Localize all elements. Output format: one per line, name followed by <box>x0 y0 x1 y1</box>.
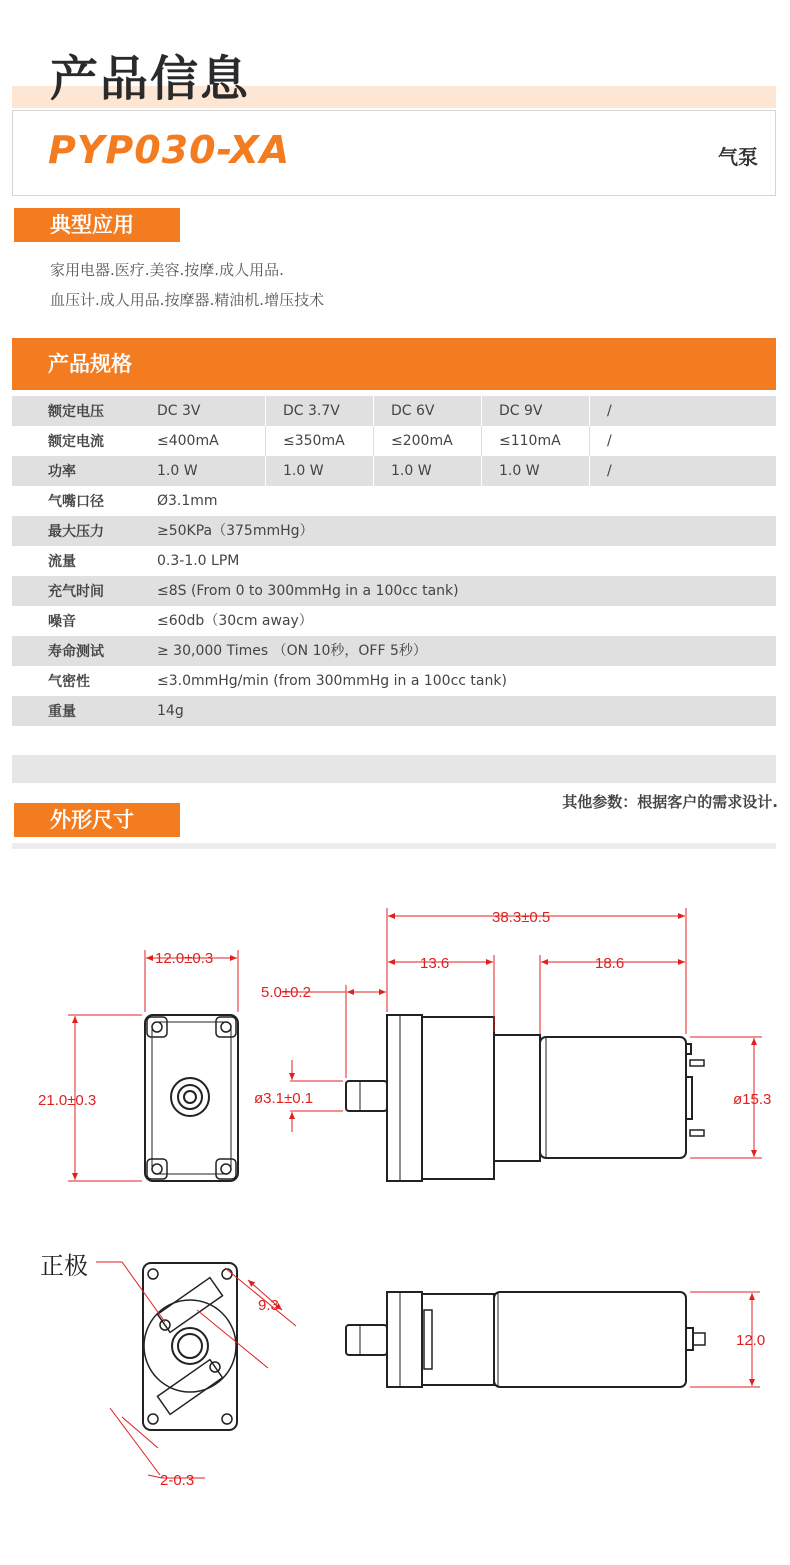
spec-value: 14g <box>157 703 184 719</box>
bottom-height-label: 12.0 <box>736 1332 766 1349</box>
divider-bar <box>12 755 776 783</box>
spec-value: ≤8S (From 0 to 300mmHg in a 100cc tank) <box>157 583 459 599</box>
spec-value: ≤350mA <box>265 426 373 456</box>
height-front-label: 21.0±0.3 <box>38 1092 97 1109</box>
spec-row-current <box>12 426 776 456</box>
divider-thin <box>12 843 776 849</box>
spec-value: ≤400mA <box>157 433 219 449</box>
spec-value: DC 6V <box>373 396 481 426</box>
total-length-label: 38.3±0.5 <box>492 909 551 926</box>
application-line-1: 家用电器.医疗.美容.按摩.成人用品. <box>50 261 284 279</box>
spec-value: / <box>589 426 697 456</box>
spec-value: 1.0 W <box>481 456 589 486</box>
spec-label: 额定电压 <box>48 404 104 420</box>
spec-label: 最大压力 <box>48 524 104 540</box>
nozzle-length-label: 5.0±0.2 <box>261 984 311 1001</box>
spec-value: 1.0 W <box>157 463 198 479</box>
motor-dia-label: ø15.3 <box>733 1091 772 1108</box>
spec-row-power <box>12 456 776 486</box>
page-title: 产品信息 <box>50 51 251 107</box>
dimensions-heading: 外形尺寸 <box>14 803 180 837</box>
spec-value: DC 3V <box>157 403 201 419</box>
spec-table <box>12 396 776 726</box>
spec-value: 1.0 W <box>265 456 373 486</box>
spec-value: ≤3.0mmHg/min (from 300mmHg in a 100cc tank) <box>157 673 507 689</box>
spec-value: ≤200mA <box>373 426 481 456</box>
front-dims <box>68 950 238 1181</box>
angle-dim-label: 9.3 <box>258 1297 279 1314</box>
width-front-label: 12.0±0.3 <box>155 950 214 967</box>
spec-value: / <box>589 456 697 486</box>
spec-row-life-test <box>12 636 776 666</box>
spec-value: ≤110mA <box>481 426 589 456</box>
spec-value: ≥ 30,000 Times （ON 10秒，OFF 5秒） <box>157 643 427 659</box>
spec-label: 噪音 <box>48 614 76 630</box>
spec-row-noise <box>12 606 776 636</box>
back-view <box>143 1263 237 1430</box>
spec-row-pressure <box>12 516 776 546</box>
spec-value: 1.0 W <box>373 456 481 486</box>
hole-dim-label: 2-0.3 <box>160 1472 195 1489</box>
motor-length-label: 18.6 <box>595 955 625 972</box>
spec-label: 气嘴口径 <box>48 494 104 510</box>
top-view <box>346 1292 705 1387</box>
dimension-drawing <box>0 880 790 1520</box>
positive-terminal-label: 正极 <box>40 1254 88 1280</box>
nozzle-dia-label: ø3.1±0.1 <box>254 1090 314 1107</box>
model-number: PYP030-XA <box>48 128 291 172</box>
side-view <box>346 1015 704 1181</box>
spec-value: ≤60db（30cm away） <box>157 613 313 629</box>
side-dims <box>280 908 762 1158</box>
spec-value: 0.3-1.0 LPM <box>157 553 240 569</box>
front-view <box>145 1015 238 1181</box>
spec-label: 寿命测试 <box>48 644 104 660</box>
other-params-note: 其他参数：根据客户的需求设计. <box>562 793 778 811</box>
spec-row-nozzle <box>12 486 776 516</box>
spec-row-inflation-time <box>12 576 776 606</box>
spec-label: 充气时间 <box>48 584 104 600</box>
spec-label: 流量 <box>48 554 76 570</box>
spec-value: Ø3.1mm <box>157 493 218 509</box>
product-category: 气泵 <box>718 145 758 169</box>
spec-row-flow <box>12 546 776 576</box>
spec-label: 气密性 <box>48 674 90 690</box>
spec-row-weight <box>12 696 776 726</box>
spec-label: 额定电流 <box>48 434 104 450</box>
application-line-2: 血压计.成人用品.按摩器.精油机.增压技术 <box>50 291 325 309</box>
pump-length-label: 13.6 <box>420 955 450 972</box>
spec-label: 重量 <box>48 704 76 720</box>
spec-value: DC 9V <box>481 396 589 426</box>
spec-value: DC 3.7V <box>265 396 373 426</box>
spec-row-voltage <box>12 396 776 426</box>
spec-row-air-tightness <box>12 666 776 696</box>
spec-label: 功率 <box>48 464 76 480</box>
applications-heading: 典型应用 <box>14 208 180 242</box>
specs-heading: 产品规格 <box>12 338 776 390</box>
spec-value: / <box>589 396 697 426</box>
spec-value: ≥50KPa（375mmHg） <box>157 523 314 539</box>
